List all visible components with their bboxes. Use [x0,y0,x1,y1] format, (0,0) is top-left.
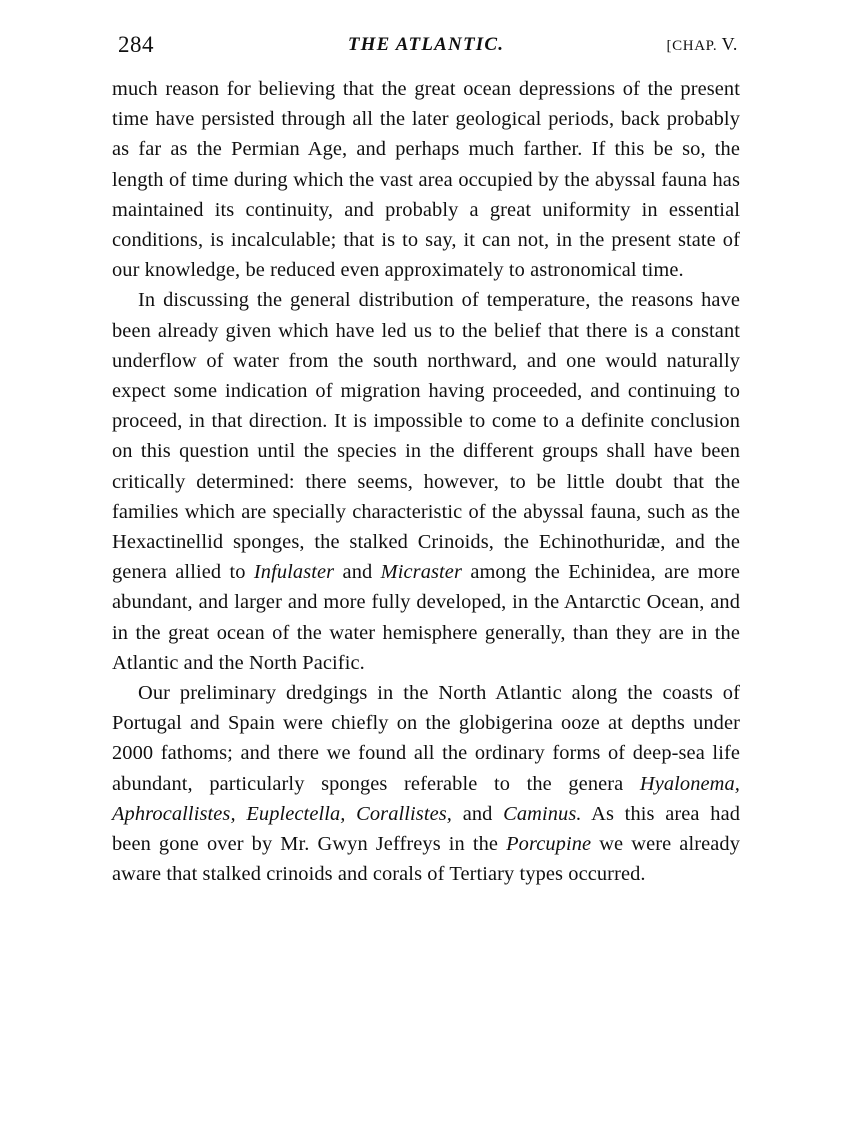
chapter-reference-label: CHAP. [672,38,722,54]
body-text [112,74,740,889]
paragraph [112,285,740,678]
running-head [112,28,740,58]
text-run: In discussing the general distribution of temperature, the reasons have been already given which have led us to the belief that there is a constant underflow of water from the south northward, and one would naturally expect some indication of migration having proceeded, and continuing to proceed, in that direction. It is impossible to come to a definite conclusion on this question until the species in the different groups shall have been critically determined: there seems, however, to be little doubt that the families which are specially characteristic of the abyssal fauna, such as the Hexactinellid sponges, the stalked Crinoids, the Echinothuridæ, and the genera allied to [112,289,740,584]
chapter-reference-number: V. [721,34,738,54]
chapter-reference-bracket: [ [666,38,673,54]
italic-text: Caminus. [503,802,582,825]
paragraph [112,74,740,285]
text-run: and [334,561,381,584]
text-run: among the Echinidea, are more abundant, and larger and more fully developed, in the Antarctic Ocean, and in the great ocean of the water hemisphere generally, than they are in the Atlantic and the North Pacific. [112,561,741,674]
page-number: 284 [118,32,154,57]
text-run: we were already aware that stalked crinoids and corals of Tertiary types occurred. [112,833,740,886]
text-run: Our preliminary dredgings in the North Atlantic along the coasts of Portugal and Spain were chiefly on the globigerina ooze at depths under 2000 fathoms; and there we found all the ordinary forms of deep-sea life abundant, particularly sponges referable to the genera [112,682,740,795]
text-run: As this area had been gone over by Mr. Gwyn Jeffreys in the [112,802,741,856]
italic-text: Hyalonema, Aphrocallistes, Euplectella, Corallistes, [112,772,740,825]
italic-text: Infulaster [253,561,335,584]
paragraph [112,678,740,889]
page-title: THE ATLANTIC. [347,34,505,55]
chapter-reference [667,34,738,55]
text-run: and [452,802,504,825]
italic-text: Micraster [380,561,462,584]
italic-text: Porcupine [506,833,592,856]
text-run: much reason for believing that the great ocean depressions of the present time have persisted through all the later geological periods, back probably as far as the Permian Age, and perhaps much farther. If this be so, the length of time during which the vast area occupied by the abyssal fauna has maintained its continuity, and probably a great uniformity in essential conditions, is incalculable; that is to say, it can not, in the present state of our knowledge, be reduced even approximately to astronomical time. [112,78,740,282]
